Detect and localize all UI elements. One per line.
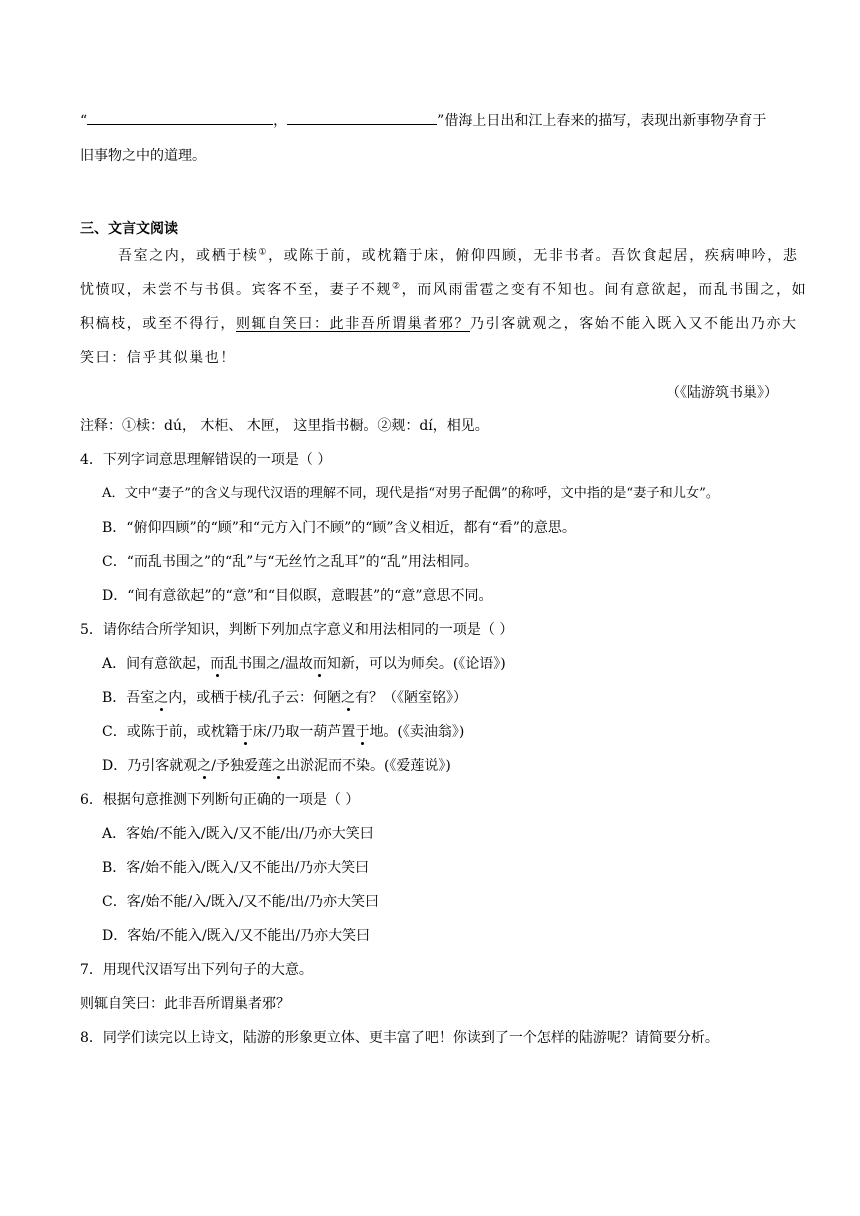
question-7-stem: 7．用现代汉语写出下列句子的大意。 [80, 962, 313, 978]
dotted-char: 之 [197, 758, 212, 774]
question-5-option-c[interactable]: C．或陈于前，或枕籍于床/乃取一葫芦置于地。(《卖油翁》) [102, 724, 465, 740]
footnote-marker-2: ② [392, 281, 402, 292]
passage-line-1: 吾室之内，或栖于椟①，或陈于前，或枕籍于床，俯仰四顾，无非书者。吾饮食起居，疾病呻吟，悲 [118, 247, 799, 264]
question-4-option-d[interactable]: D．“间有意欲起”的“意”和“目似瞑，意暇甚”的“意”意思不同。 [102, 588, 493, 604]
section-title: 三、文言文阅读 [80, 221, 178, 237]
annotation-note: 注释：①椟：dú， 木柜、 木匣， 这里指书橱。②觌：dí，相见。 [80, 418, 489, 434]
question-5-option-d[interactable]: D．乃引客就观之/予独爱莲之出淤泥而不染。(《爱莲说》) [102, 758, 451, 774]
intro-line-1-tail: ”借海上日出和江上春来的描写，表现出新事物孕育于 [437, 113, 767, 129]
intro-line-2: 旧事物之中的道理。 [80, 148, 206, 164]
footnote-marker-1: ① [258, 247, 269, 258]
intro-line-1 [80, 110, 766, 131]
question-8-stem: 8．同学们读完以上诗文，陆游的形象更立体、更丰富了吧！你读到了一个怎样的陆游呢？请简要分析。 [80, 1030, 719, 1046]
question-4-option-b[interactable]: B．“俯仰四顾”的“顾”和“元方入门不顾”的“顾”含义相近，都有“看”的意思。 [102, 520, 576, 536]
answer-blank-1[interactable] [87, 110, 273, 125]
question-4-stem: 4．下列字词意思理解错误的一项是（ ） [80, 452, 332, 468]
dotted-char: 之 [271, 758, 286, 774]
passage-line-4: 笑曰：信乎其似巢也！ [80, 350, 236, 366]
question-5-stem: 5．请你结合所学知识，判断下列加点字意义和用法相同的一项是（ ） [80, 622, 514, 638]
dotted-char: 于 [238, 724, 253, 740]
question-6-option-d[interactable]: D．客始/不能入/既入/又不能出/乃亦大笑曰 [102, 928, 371, 944]
question-4-option-a[interactable]: A．文中“妻子”的含义与现代汉语的理解不同，现代是指“对男子配偶”的称呼，文中指的是“妻子和儿女”。 [102, 486, 720, 501]
quote-open: “ [80, 113, 88, 129]
passage-source: （《陆游筑书巢》） [666, 385, 778, 401]
question-5-option-b[interactable]: B．吾室之内，或栖于椟/孔子云：何陋之有？（《陋室铭》） [102, 690, 468, 706]
dotted-char: 之 [341, 690, 356, 706]
underlined-sentence: 则辄自笑曰：此非吾所谓巢者邪？ [236, 316, 470, 332]
dotted-char: 于 [355, 724, 370, 740]
question-6-option-a[interactable]: A．客始/不能入/既入/又不能/出/乃亦大笑曰 [102, 826, 374, 842]
comma: ， [273, 113, 288, 129]
question-6-option-c[interactable]: C．客/始不能/入/既入/又不能/出/乃亦大笑曰 [102, 894, 380, 910]
question-6-stem: 6．根据句意推测下列断句正确的一项是（ ） [80, 792, 360, 808]
dotted-char: 而 [312, 656, 327, 672]
dotted-char: 之 [154, 690, 169, 706]
dotted-char: 而 [210, 656, 225, 672]
question-4-option-c[interactable]: C．“而乱书围之”的“乱”与“无丝竹之乱耳”的“乱”用法相同。 [102, 554, 478, 570]
passage-line-2: 忧愤叹，未尝不与书俱。宾客不至，妻子不觌②，而风雨雷雹之变有不知也。间有意欲起，而乱书围之，如 [80, 281, 808, 298]
passage-line-3: 积槁枝，或至不得行，则辄自笑曰：此非吾所谓巢者邪？乃引客就观之，客始不能入既入又不能出乃亦大 [80, 316, 798, 332]
question-6-option-b[interactable]: B．客/始不能入/既入/又不能出/乃亦大笑曰 [102, 860, 370, 876]
answer-blank-2[interactable] [287, 110, 437, 125]
question-7-sentence: 则辄自笑曰：此非吾所谓巢者邪？ [80, 996, 290, 1012]
question-5-option-a[interactable]: A．间有意欲起，而乱书围之/温故而知新，可以为师矣。(《论语》) [102, 656, 506, 672]
